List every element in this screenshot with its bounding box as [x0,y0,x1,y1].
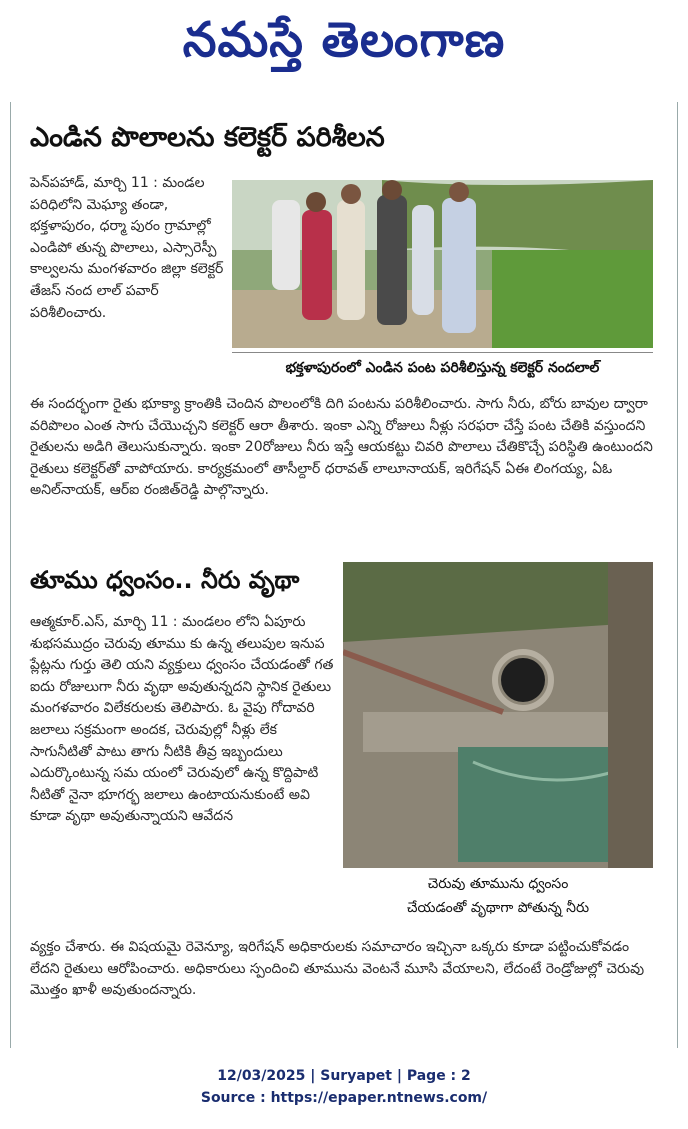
newspaper-logo: నమస్తే తెలంగాణ [182,12,506,68]
article1-photo [232,180,653,348]
article2-photo [343,562,653,868]
caption-line-1: చెరువు తూమును ధ్వంసం [427,876,569,892]
article2-headline: తూము ధ్వంసం.. నీరు వృథా [30,566,300,594]
article2-paragraph-1: ఆత్మకూర్.ఎస్, మార్చి 11 : మండలం లోని ఏపూరు శుభసముద్రం చెరువు తూము కు ఉన్న తలుపుల ఇనుప ప్లేట్లను గుర్తు తెలి యని వ్యక్తులు ధ్వంసం చేయడంతో గత ఐదు రోజులుగా నీరు వృథా అవుతున్నదని స్థానిక రైతులు మంగళవారం విలేకరులకు తెలిపారు. ఓ వైపు గోదావరి జలాలు సక్రమంగా అందక, చెరువుల్లో నీళ్లు లేక సాగునీటితో పాటు తాగు నీటికి తీవ్ర ఇబ్బందులు ఎదుర్కొంటున్న సమ యంలో చెరువులో ఉన్న కొద్దిపాటి నీటితో నైనా భూగర్భ జలాలు ఉంటాయనుకుంటే అవి కూడా వృథా అవుతున్నాయని ఆవేదన [30,614,334,825]
footer-source-link[interactable]: Source : https://epaper.ntnews.com/ [200,1090,488,1106]
article2-photo-caption [343,872,653,920]
masthead [0,0,688,92]
article1-paragraph-1: పెన్‌పహాడ్, మార్చి 11 : మండల పరిధిలోని మెఘ్యా తండా, భక్తళాపురం, ధర్మా పురం గ్రామాల్లో ఎండిపో తున్న పొలాలు, ఎస్సారెస్పీ కాల్వలను మంగళవారం జిల్లా కలెక్టర్ తేజస్ నంద లాల్ పవార్ పరిశీలించారు. [30,175,224,321]
footer-date-edition: 12/03/2025 | Suryapet | Page : 2 [217,1068,471,1084]
article1-paragraph-2: ఈ సందర్భంగా రైతు భూక్యా క్రాంతికి చెందిన పొలంలోకి దిగి పంటను పరిశీలించారు. సాగు నీరు, బోరు బావుల ద్వారా వరిపొలం ఎంత సాగు చేయొచ్చని కలెక్టర్ ఆరా తీశారు. ఇంకా ఎన్ని రోజులు నీళ్లు సరఫరా చేస్తే పంట చేతికి వస్తుందని రైతులను అడిగి తెలుసుకున్నారు. ఇంకా 20రోజులు నీరు ఇస్తే ఆయకట్టు చివరి పొలాలు చేతికొచ్చే పరిస్థితి ఉంటుందని రైతులు కలెక్టర్‌తో వాపోయారు. కార్యక్రమంలో తాసీల్దార్ ధరావత్ లాలూనాయక్, ఇరిగేషన్ ఏఈ లింగయ్య, ఏఓ అనిల్‌నాయక్, ఆర్‌ఐ రంజిత్‌రెడ్డి పాల్గొన్నారు. [30,396,653,499]
article1-photo-caption: భక్తళాపురంలో ఎండిన పంట పరిశీలిస్తున్న కలెక్టర్ నందలాల్ [232,352,653,383]
damaged-sluice-photo-icon [343,562,653,868]
caption-line-2: చేయడంతో వృథాగా పోతున్న నీరు [406,900,590,916]
article2-paragraph-2: వ్యక్తం చేశారు. ఈ విషయమై రెవెన్యూ, ఇరిగేషన్ అధికారులకు సమాచారం ఇచ్చినా ఒక్కరు కూడా పట్టించుకోవడం లేదని రైతులు ఆరోపించారు. అధికారులు స్పందించి తూమును వెంటనే మూసి వేయాలని, లేదంటే రెండ్రోజుల్లో చెరువు మొత్తం ఖాళీ అవుతుందన్నారు. [30,939,645,999]
article1-headline: ఎండిన పొలాలను కలెక్టర్ పరిశీలన [30,122,385,153]
collector-field-photo-icon [232,180,653,348]
